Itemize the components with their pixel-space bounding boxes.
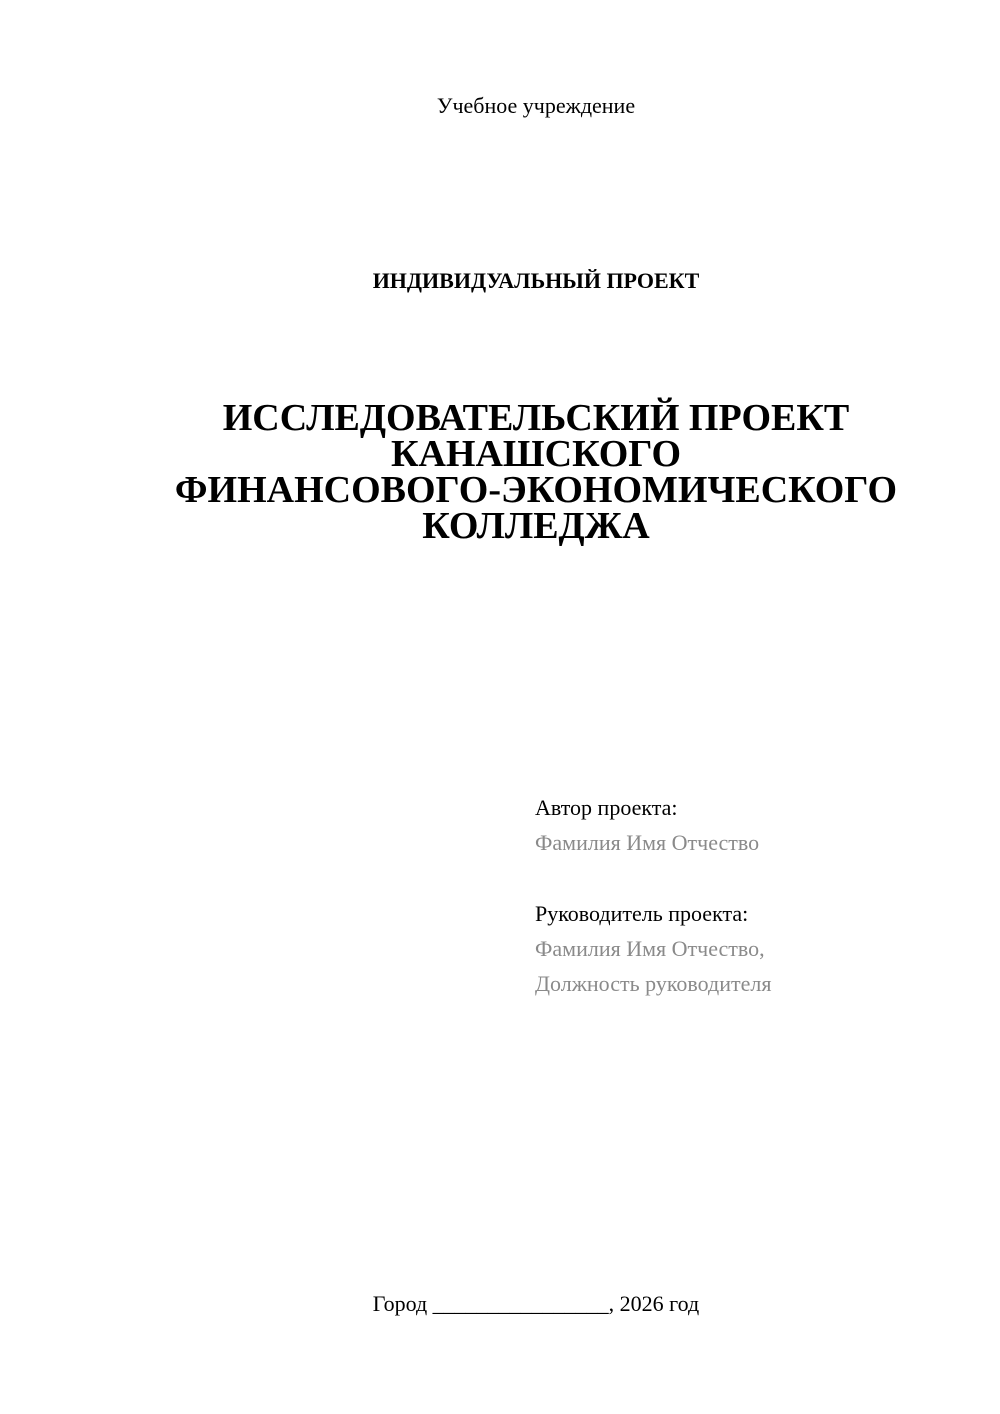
- supervisor-label: Руководитель проекта:: [535, 901, 749, 926]
- project-type: ИНДИВИДУАЛЬНЫЙ ПРОЕКТ: [372, 268, 700, 293]
- project-title-line: ИССЛЕДОВАТЕЛЬСКИЙ ПРОЕКТ: [222, 397, 850, 439]
- project-title-line: ФИНАНСОВОГО-ЭКОНОМИЧЕСКОГО: [174, 469, 898, 511]
- author-label: Автор проекта:: [535, 795, 678, 820]
- project-title: [0, 397, 1000, 547]
- institution-name: Учебное учреждение: [436, 93, 636, 118]
- supervisor-position: Должность руководителя: [535, 971, 772, 996]
- supervisor-name: Фамилия Имя Отчество,: [535, 936, 765, 961]
- project-title-line: КАНАШСКОГО: [390, 433, 682, 475]
- city-year-line: Город ________________, 2026 год: [372, 1291, 700, 1316]
- author-name: Фамилия Имя Отчество: [535, 830, 760, 855]
- spacer: [535, 860, 975, 896]
- project-title-line: КОЛЛЕДЖА: [422, 505, 650, 547]
- project-info-block: [535, 790, 975, 1001]
